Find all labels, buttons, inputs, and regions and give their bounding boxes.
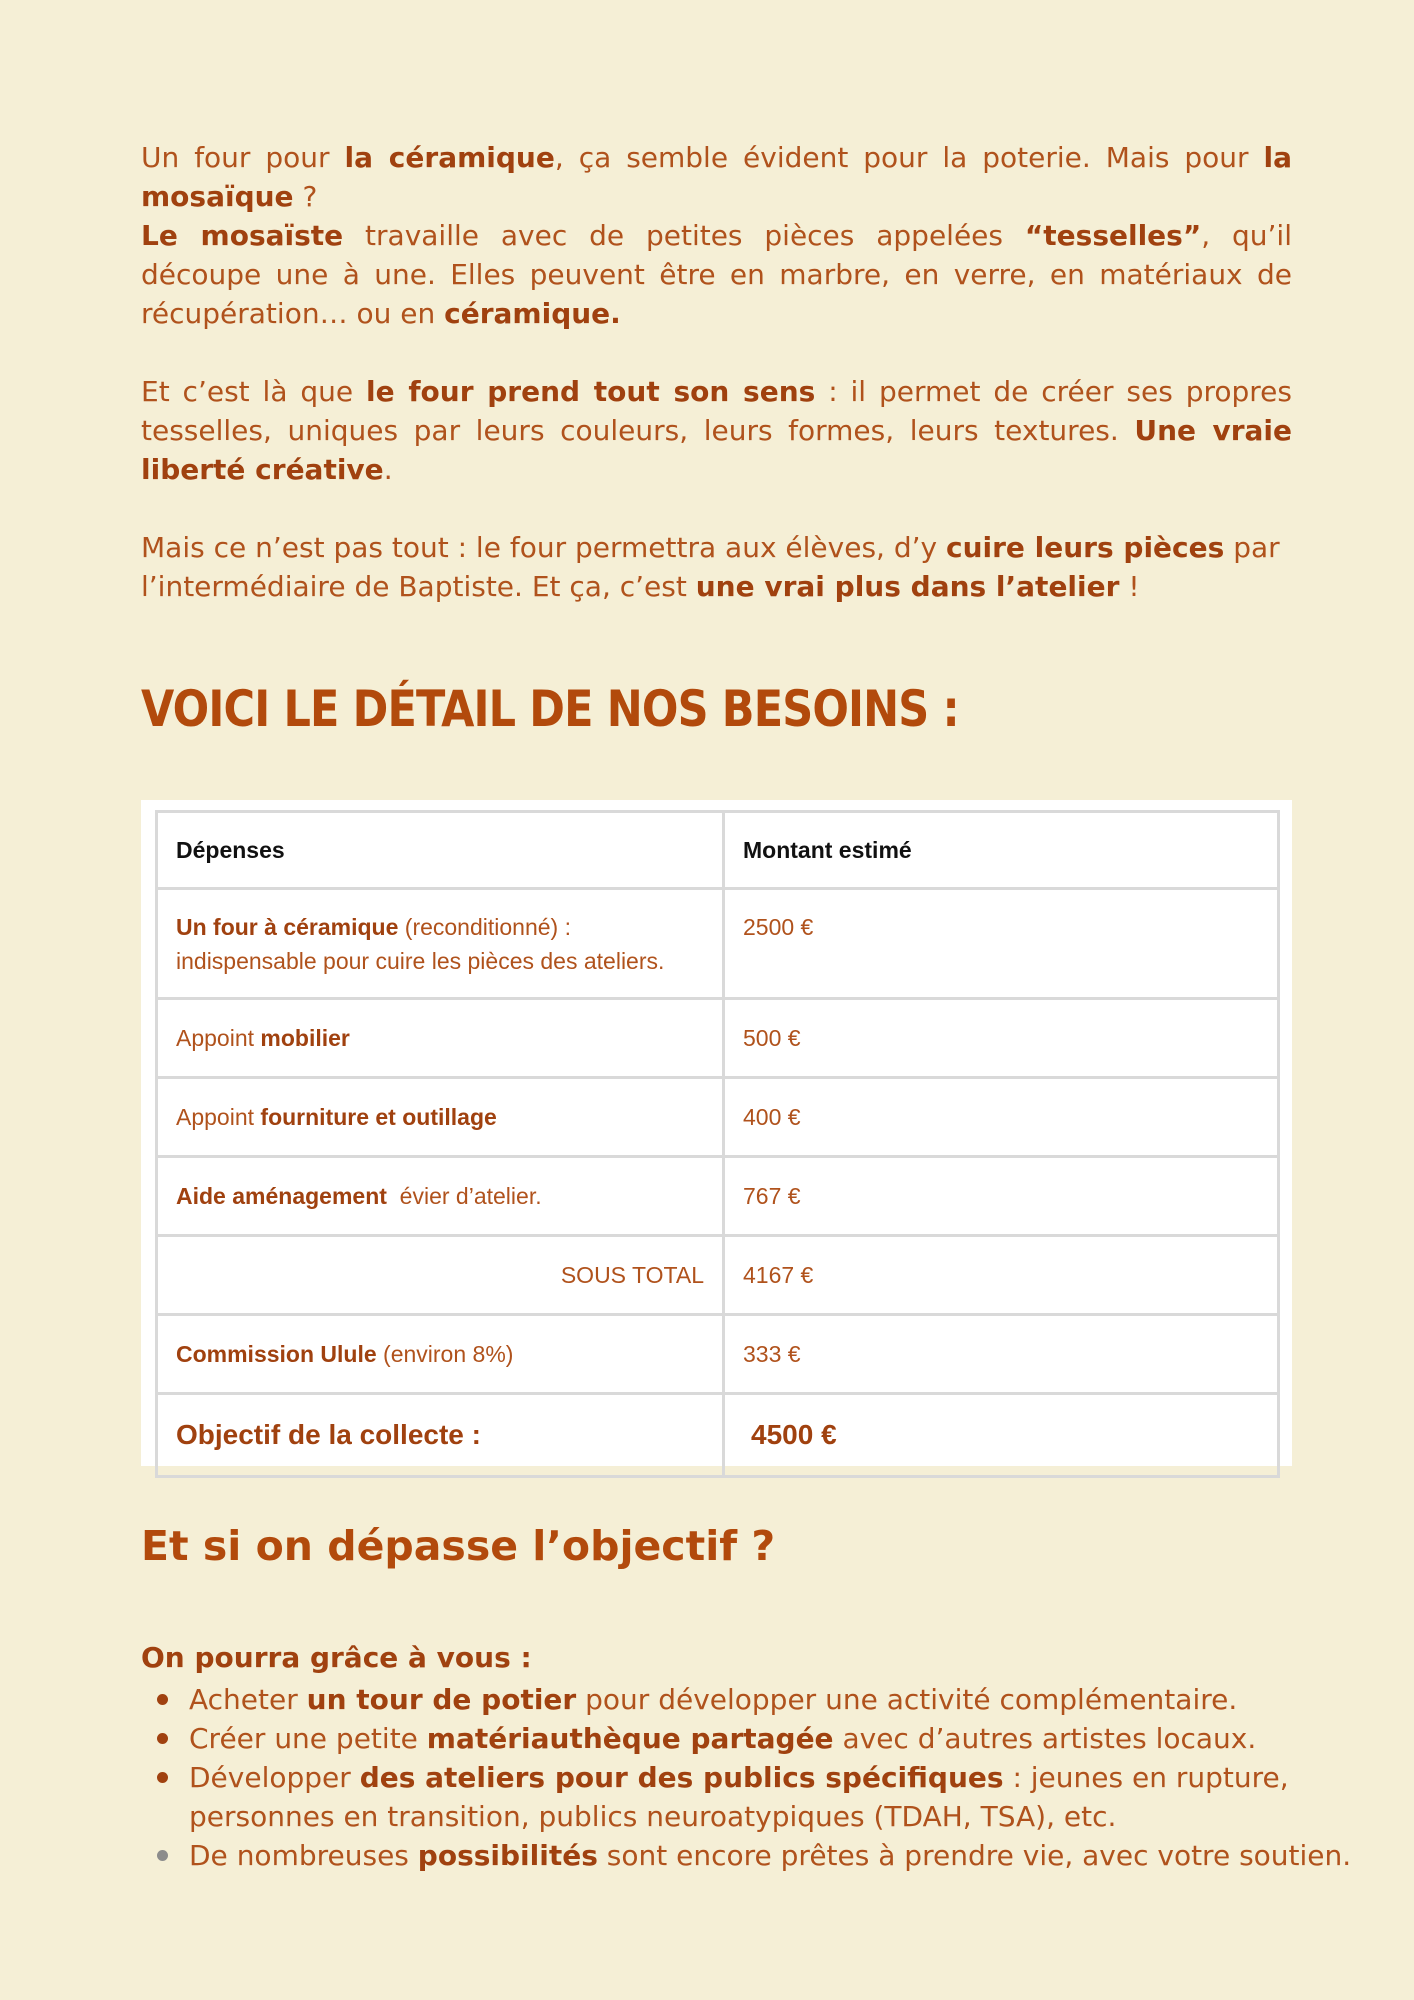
intro-text [141, 138, 1292, 606]
bullet-icon [157, 1772, 168, 1783]
bullet-icon [157, 1694, 168, 1705]
section-title: VOICI LE DÉTAIL DE NOS BESOINS : [141, 680, 959, 738]
paragraph-eleves: Mais ce n’est pas tout : le four permettra aux élèves, d’y cuire leurs pièces par l’intermédiaire de Baptiste. Et ça, c’est une vrai plus dans l’atelier ! [141, 531, 1280, 603]
paragraph-ceramique: Un four pour la céramique, ça semble évident pour la poterie. Mais pour la mosaïque ? Le mosaïste travaille avec de petites pièces appelées “tesselles”, qu’il découpe une à une. Elles peuvent être en marbre, en verre, en matériaux de récupération… ou en céramique. [141, 141, 1292, 330]
subtotal-label: SOUS TOTAL [157, 1236, 724, 1315]
list-item: Développer des ateliers pour des publics spécifiques : jeunes en rupture, personnes en transition, publics neuroatypiques (TDAH, TSA), etc. [189, 1758, 1369, 1836]
total-row [157, 1394, 1279, 1477]
subtotal-amount: 4167 € [724, 1236, 1279, 1315]
table-header-row [157, 812, 1279, 889]
bullet-icon [157, 1733, 168, 1744]
commission-amount: 333 € [724, 1315, 1279, 1394]
commission-row: Commission Ulule (environ 8%) 333 € [157, 1315, 1279, 1394]
paragraph-four: Et c’est là que le four prend tout son sens : il permet de créer ses propres tesselles, uniques par leurs couleurs, leurs formes, leurs textures. Une vraie liberté créative. [141, 375, 1293, 486]
subtotal-row [157, 1236, 1279, 1315]
table-row: Appoint mobilier 500 € [157, 999, 1279, 1078]
total-amount: 4500 € [724, 1394, 1279, 1477]
amount-cell: 500 € [724, 999, 1279, 1078]
budget-table-card [141, 800, 1292, 1466]
list-item: De nombreuses possibilités sont encore prêtes à prendre vie, avec votre soutien. [189, 1836, 1369, 1875]
amount-cell: 767 € [724, 1157, 1279, 1236]
bonus-list [141, 1680, 1369, 1875]
budget-table [155, 810, 1280, 1478]
table-row: Aide aménagement évier d’atelier. 767 € [157, 1157, 1279, 1236]
list-item: Acheter un tour de potier pour développer une activité complémentaire. [189, 1680, 1369, 1719]
bullet-icon [157, 1850, 168, 1861]
amount-cell: 2500 € [724, 889, 1279, 999]
amount-cell: 400 € [724, 1078, 1279, 1157]
list-intro: On pourra grâce à vous : [141, 1641, 532, 1674]
list-item: Créer une petite matériauthèque partagée avec d’autres artistes locaux. [189, 1719, 1369, 1758]
table-row: Appoint fourniture et outillage 400 € [157, 1078, 1279, 1157]
total-label: Objectif de la collecte : [157, 1394, 724, 1477]
header-montant: Montant estimé [724, 812, 1279, 889]
header-depenses: Dépenses [157, 812, 724, 889]
table-row: Un four à céramique (reconditionné) : indispensable pour cuire les pièces des ateliers. 2500 € [157, 889, 1279, 999]
objective-title: Et si on dépasse l’objectif ? [141, 1522, 776, 1570]
